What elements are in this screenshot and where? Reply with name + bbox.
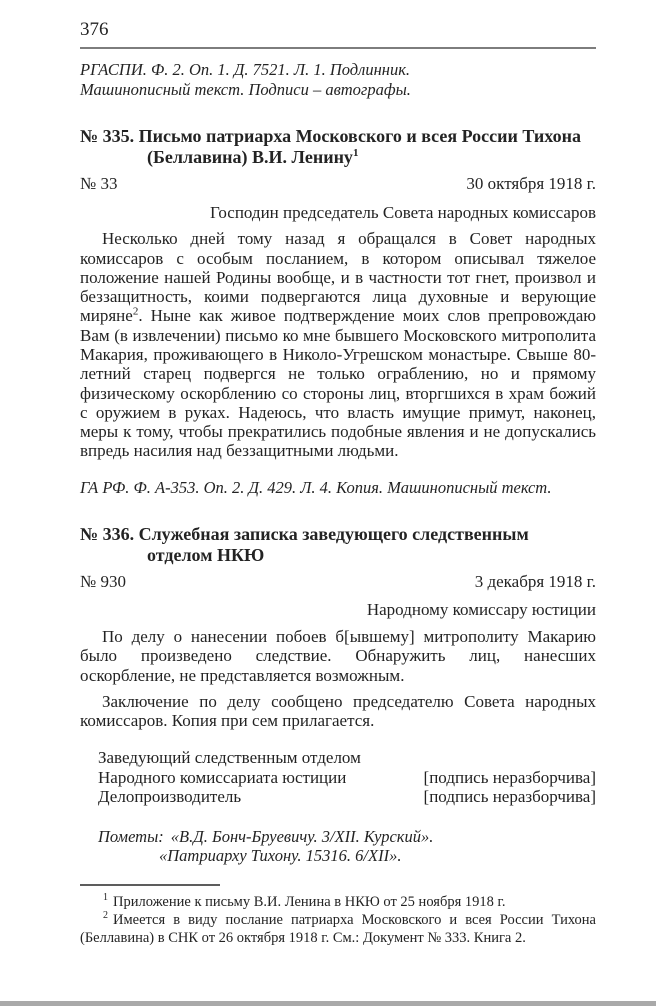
header-rule <box>80 47 596 49</box>
signature-row <box>98 787 596 806</box>
signature-title: Народного комиссариата юстиции <box>98 767 347 787</box>
remarks-label: Пометы: <box>98 826 164 846</box>
footnote-ref-1: 1 <box>352 147 359 160</box>
doc-336-addressee: Народному комиссару юстиции <box>366 600 596 620</box>
doc-335-heading-text: № 335. Письмо патриарха Московского и всея России Тихона (Беллавина) В.И. Ленину <box>80 126 581 168</box>
doc-336-signature-block <box>98 748 596 806</box>
signature-row <box>98 768 596 787</box>
source-note-top <box>80 60 596 100</box>
source-note-line: РГАСПИ. Ф. 2. Оп. 1. Д. 7521. Л. 1. Подлинник. <box>80 59 411 79</box>
doc-336-paragraph: По делу о нанесении побоев б[ывшему] митрополиту Макарию было произведено следствие. Обнаружить лиц, нанесших оскорбление, не представляется возможным. <box>80 627 596 685</box>
doc-336-number: № 930 <box>80 571 126 591</box>
footnote-text: Имеется в виду послание патриарха Московского и всея России Тихона (Беллавина) в СНК от 26 октября 1918 г. См.: Документ № 333. Книга 2. <box>80 912 596 947</box>
footnotes-section <box>80 893 596 947</box>
doc-336-heading <box>80 524 596 566</box>
footnote-marker: 1 <box>103 892 108 904</box>
footnote <box>80 893 596 911</box>
page-number: 376 <box>80 19 109 40</box>
remark-text: «В.Д. Бонч-Бруевичу. 3/XII. Курский». <box>170 826 434 846</box>
scan-edge-strip <box>0 1001 656 1006</box>
doc-335-addressee: Господин председатель Совета народных комиссаров <box>210 202 596 222</box>
footnote-text: Приложение к письму В.И. Ленина в НКЮ от 25 ноября 1918 г. <box>113 894 506 911</box>
remark-line: «Патриарху Тихону. 15316. 6/XII». <box>159 846 402 866</box>
signature-title: Заведующий следственным отделом <box>98 748 361 768</box>
signature-title: Делопроизводитель <box>98 787 242 807</box>
doc-335-number-date-row <box>80 174 596 194</box>
doc-336-heading-text: № 336. Служебная записка заведующего следственным отделом НКЮ <box>80 523 529 565</box>
footnote-separator-rule <box>80 884 220 886</box>
source-note-line: Машинописный текст. Подписи – автографы. <box>80 80 411 100</box>
remark-line <box>98 827 596 847</box>
doc-335-body-part1: Несколько дней тому назад я обращался в Совет народных комиссаров с особым посланием, в котором описывал тяжелое положение нашей Родины вообще, и в частности тот гнет, произвол и беззащитность, коими подвергаются лица духовные и верующие миряне <box>80 229 596 326</box>
footnote-marker: 2 <box>103 910 108 922</box>
doc-336-number-date-row <box>80 572 596 592</box>
doc-336-date: 3 декабря 1918 г. <box>474 571 596 591</box>
doc-335-source-note: ГА РФ. Ф. А-353. Оп. 2. Д. 429. Л. 4. Копия. Машинописный текст. <box>80 477 552 497</box>
signature-note: [подпись неразборчива] <box>423 767 596 787</box>
doc-335-body-paragraph <box>80 229 596 460</box>
signature-row <box>98 748 596 767</box>
doc-335-number: № 33 <box>80 174 118 194</box>
signature-note: [подпись неразборчива] <box>423 787 596 807</box>
doc-336-paragraph: Заключение по делу сообщено председателю Совета народных комиссаров. Копия при сем прилагается. <box>80 691 596 731</box>
doc-335-date: 30 октября 1918 г. <box>466 174 596 194</box>
doc-335-heading <box>80 126 596 168</box>
doc-335-body-part2: . Ныне как живое подтверждение моих слов препровождаю Вам (в извлечении) письмо ко мне бывшего Московского митрополита Макария, проживающего в Николо-Угрешском монастыре. Свыше 80-летний старец подвергся не только ограблению, но и прямому физическому оскорблению со стороны лиц, вторгшихся в храм божий с оружием в руках. Надеюсь, что власть имущие примут, наконец, меры к тому, чтобы прекратились подобные явления и не допускались впредь насилия над беззащитными людьми. <box>80 306 596 461</box>
footnote-ref-2: 2 <box>132 305 139 318</box>
doc-336-remarks <box>98 827 596 867</box>
footnote <box>80 911 596 947</box>
